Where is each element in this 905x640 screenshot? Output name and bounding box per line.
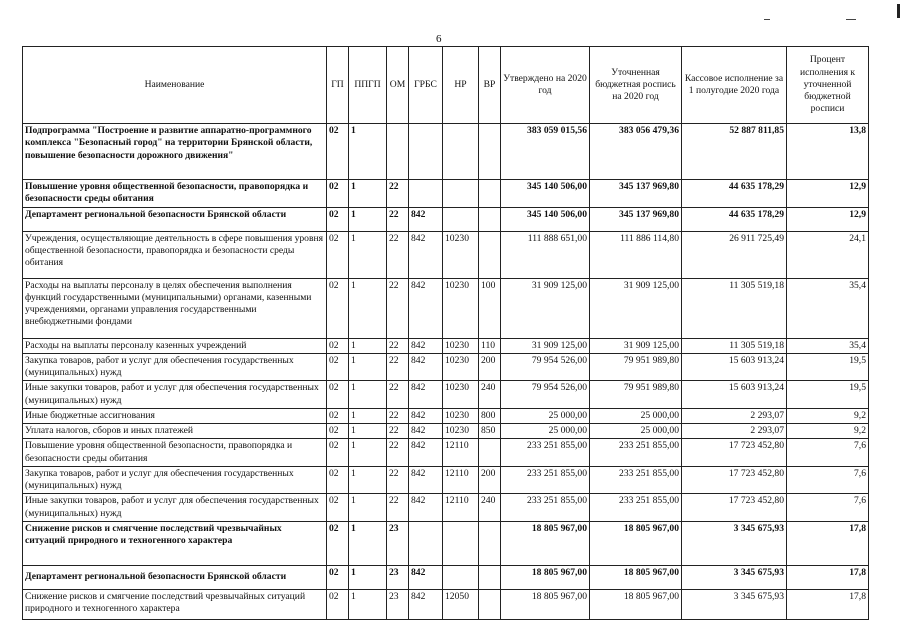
vr-cell <box>479 207 501 231</box>
ppgp-cell: 1 <box>349 231 387 278</box>
grbs-cell: 842 <box>409 278 443 338</box>
name-cell: Снижение рисков и смягчение последствий чрезвычайных ситуаций природного и техногенного характера <box>23 521 327 565</box>
table-row <box>23 565 869 589</box>
table-header-row <box>23 47 869 124</box>
executed-cell: 17 723 452,80 <box>682 466 787 494</box>
gp-cell: 02 <box>327 180 349 208</box>
header-cell: Кассовое исполнение за 1 полугодие 2020 года <box>682 47 787 124</box>
executed-cell: 15 603 913,24 <box>682 381 787 409</box>
ppgp-cell: 1 <box>349 124 387 180</box>
header-cell: ОМ <box>387 47 409 124</box>
om-cell: 22 <box>387 494 409 522</box>
header-cell: ППГП <box>349 47 387 124</box>
approved-cell: 345 140 506,00 <box>501 207 590 231</box>
gp-cell: 02 <box>327 521 349 565</box>
executed-cell: 44 635 178,29 <box>682 180 787 208</box>
header-cell: НР <box>443 47 479 124</box>
grbs-cell <box>409 180 443 208</box>
refined-cell: 383 056 479,36 <box>590 124 682 180</box>
executed-cell: 11 305 519,18 <box>682 338 787 353</box>
percent-cell: 24,1 <box>787 231 869 278</box>
percent-cell: 35,4 <box>787 278 869 338</box>
grbs-cell: 842 <box>409 494 443 522</box>
gp-cell: 02 <box>327 424 349 439</box>
executed-cell: 3 345 675,93 <box>682 565 787 589</box>
approved-cell: 79 954 526,00 <box>501 353 590 381</box>
nr-cell: 12110 <box>443 494 479 522</box>
refined-cell: 31 909 125,00 <box>590 278 682 338</box>
refined-cell: 233 251 855,00 <box>590 439 682 467</box>
gp-cell: 02 <box>327 278 349 338</box>
ppgp-cell: 1 <box>349 494 387 522</box>
grbs-cell: 842 <box>409 466 443 494</box>
percent-cell: 7,6 <box>787 466 869 494</box>
vr-cell <box>479 439 501 467</box>
ppgp-cell: 1 <box>349 589 387 619</box>
percent-cell: 9,2 <box>787 424 869 439</box>
executed-cell: 2 293,07 <box>682 408 787 423</box>
refined-cell: 25 000,00 <box>590 408 682 423</box>
vr-cell: 200 <box>479 353 501 381</box>
gp-cell: 02 <box>327 207 349 231</box>
gp-cell: 02 <box>327 565 349 589</box>
nr-cell <box>443 180 479 208</box>
table-row <box>23 353 869 381</box>
om-cell: 23 <box>387 589 409 619</box>
name-cell: Расходы на выплаты персоналу казенных учреждений <box>23 338 327 353</box>
om-cell: 22 <box>387 207 409 231</box>
table-row <box>23 207 869 231</box>
executed-cell: 26 911 725,49 <box>682 231 787 278</box>
grbs-cell: 842 <box>409 381 443 409</box>
gp-cell: 02 <box>327 353 349 381</box>
name-cell: Иные закупки товаров, работ и услуг для обеспечения государственных (муниципальных) нужд <box>23 381 327 409</box>
gp-cell: 02 <box>327 381 349 409</box>
vr-cell: 240 <box>479 494 501 522</box>
name-cell: Департамент региональной безопасности Брянской области <box>23 565 327 589</box>
ppgp-cell: 1 <box>349 521 387 565</box>
ppgp-cell: 1 <box>349 180 387 208</box>
om-cell: 22 <box>387 439 409 467</box>
vr-cell: 240 <box>479 381 501 409</box>
approved-cell: 25 000,00 <box>501 408 590 423</box>
vr-cell: 200 <box>479 466 501 494</box>
gp-cell: 02 <box>327 439 349 467</box>
table-row <box>23 494 869 522</box>
scan-tick <box>846 19 856 20</box>
percent-cell: 7,6 <box>787 494 869 522</box>
table-row <box>23 521 869 565</box>
ppgp-cell: 1 <box>349 353 387 381</box>
grbs-cell: 842 <box>409 439 443 467</box>
name-cell: Закупка товаров, работ и услуг для обеспечения государственных (муниципальных) нужд <box>23 353 327 381</box>
gp-cell: 02 <box>327 231 349 278</box>
refined-cell: 18 805 967,00 <box>590 521 682 565</box>
ppgp-cell: 1 <box>349 466 387 494</box>
vr-cell <box>479 124 501 180</box>
header-cell: ГП <box>327 47 349 124</box>
table-row <box>23 424 869 439</box>
grbs-cell: 842 <box>409 565 443 589</box>
executed-cell: 11 305 519,18 <box>682 278 787 338</box>
om-cell: 22 <box>387 180 409 208</box>
nr-cell: 12110 <box>443 439 479 467</box>
vr-cell: 100 <box>479 278 501 338</box>
om-cell: 22 <box>387 278 409 338</box>
refined-cell: 18 805 967,00 <box>590 589 682 619</box>
vr-cell: 110 <box>479 338 501 353</box>
ppgp-cell: 1 <box>349 207 387 231</box>
name-cell: Подпрограмма "Построение и развитие аппаратно-программного комплекса "Безопасный город" на территории Брянской области, повышение безопасности дорожного движения" <box>23 124 327 180</box>
header-cell: Наименование <box>23 47 327 124</box>
name-cell: Повышение уровня общественной безопасности, правопорядка и безопасности среды обитания <box>23 180 327 208</box>
percent-cell: 12,9 <box>787 207 869 231</box>
budget-table <box>22 46 869 620</box>
grbs-cell: 842 <box>409 589 443 619</box>
ppgp-cell: 1 <box>349 338 387 353</box>
percent-cell: 19,5 <box>787 381 869 409</box>
vr-cell <box>479 589 501 619</box>
refined-cell: 345 137 969,80 <box>590 207 682 231</box>
executed-cell: 17 723 452,80 <box>682 494 787 522</box>
ppgp-cell: 1 <box>349 278 387 338</box>
refined-cell: 31 909 125,00 <box>590 338 682 353</box>
nr-cell <box>443 565 479 589</box>
executed-cell: 44 635 178,29 <box>682 207 787 231</box>
grbs-cell <box>409 521 443 565</box>
refined-cell: 345 137 969,80 <box>590 180 682 208</box>
scan-mark <box>897 4 900 18</box>
scan-tick <box>764 19 770 20</box>
ppgp-cell: 1 <box>349 381 387 409</box>
percent-cell: 19,5 <box>787 353 869 381</box>
header-cell: ВР <box>479 47 501 124</box>
refined-cell: 18 805 967,00 <box>590 565 682 589</box>
om-cell: 22 <box>387 408 409 423</box>
percent-cell: 17,8 <box>787 521 869 565</box>
approved-cell: 233 251 855,00 <box>501 439 590 467</box>
name-cell: Повышение уровня общественной безопасности, правопорядка и безопасности среды обитания <box>23 439 327 467</box>
grbs-cell <box>409 124 443 180</box>
vr-cell: 850 <box>479 424 501 439</box>
name-cell: Уплата налогов, сборов и иных платежей <box>23 424 327 439</box>
executed-cell: 15 603 913,24 <box>682 353 787 381</box>
table-row <box>23 278 869 338</box>
refined-cell: 79 951 989,80 <box>590 381 682 409</box>
nr-cell: 12110 <box>443 466 479 494</box>
percent-cell: 7,6 <box>787 439 869 467</box>
approved-cell: 18 805 967,00 <box>501 589 590 619</box>
ppgp-cell: 1 <box>349 439 387 467</box>
percent-cell: 17,8 <box>787 565 869 589</box>
approved-cell: 111 888 651,00 <box>501 231 590 278</box>
approved-cell: 233 251 855,00 <box>501 466 590 494</box>
refined-cell: 233 251 855,00 <box>590 466 682 494</box>
table-row <box>23 439 869 467</box>
approved-cell: 233 251 855,00 <box>501 494 590 522</box>
table-row <box>23 408 869 423</box>
name-cell: Иные закупки товаров, работ и услуг для обеспечения государственных (муниципальных) нужд <box>23 494 327 522</box>
ppgp-cell: 1 <box>349 565 387 589</box>
table-row <box>23 589 869 619</box>
refined-cell: 25 000,00 <box>590 424 682 439</box>
ppgp-cell: 1 <box>349 408 387 423</box>
grbs-cell: 842 <box>409 353 443 381</box>
gp-cell: 02 <box>327 589 349 619</box>
nr-cell <box>443 207 479 231</box>
percent-cell: 35,4 <box>787 338 869 353</box>
om-cell: 22 <box>387 353 409 381</box>
header-cell: Уточненная бюджетная роспись на 2020 год <box>590 47 682 124</box>
gp-cell: 02 <box>327 494 349 522</box>
name-cell: Иные бюджетные ассигнования <box>23 408 327 423</box>
table-row <box>23 338 869 353</box>
om-cell: 22 <box>387 338 409 353</box>
om-cell: 22 <box>387 466 409 494</box>
gp-cell: 02 <box>327 338 349 353</box>
approved-cell: 31 909 125,00 <box>501 338 590 353</box>
om-cell: 22 <box>387 424 409 439</box>
name-cell: Расходы на выплаты персоналу в целях обеспечения выполнения функций государственными (муниципальными) органами, казенными учреждениями, органами управления государственными внебюджетными фондами <box>23 278 327 338</box>
header-cell: ГРБС <box>409 47 443 124</box>
ppgp-cell: 1 <box>349 424 387 439</box>
nr-cell: 10230 <box>443 408 479 423</box>
nr-cell: 10230 <box>443 381 479 409</box>
executed-cell: 52 887 811,85 <box>682 124 787 180</box>
om-cell <box>387 124 409 180</box>
table-row <box>23 180 869 208</box>
grbs-cell: 842 <box>409 408 443 423</box>
refined-cell: 79 951 989,80 <box>590 353 682 381</box>
vr-cell: 800 <box>479 408 501 423</box>
executed-cell: 3 345 675,93 <box>682 589 787 619</box>
percent-cell: 13,8 <box>787 124 869 180</box>
om-cell: 23 <box>387 565 409 589</box>
refined-cell: 233 251 855,00 <box>590 494 682 522</box>
approved-cell: 345 140 506,00 <box>501 180 590 208</box>
nr-cell: 10230 <box>443 231 479 278</box>
executed-cell: 2 293,07 <box>682 424 787 439</box>
percent-cell: 12,9 <box>787 180 869 208</box>
om-cell: 22 <box>387 381 409 409</box>
refined-cell: 111 886 114,80 <box>590 231 682 278</box>
grbs-cell: 842 <box>409 207 443 231</box>
name-cell: Закупка товаров, работ и услуг для обеспечения государственных (муниципальных) нужд <box>23 466 327 494</box>
table-row <box>23 231 869 278</box>
percent-cell: 9,2 <box>787 408 869 423</box>
header-cell: Процент исполнения к уточненной бюджетной росписи <box>787 47 869 124</box>
nr-cell: 10230 <box>443 353 479 381</box>
nr-cell <box>443 521 479 565</box>
nr-cell: 10230 <box>443 424 479 439</box>
gp-cell: 02 <box>327 124 349 180</box>
approved-cell: 31 909 125,00 <box>501 278 590 338</box>
nr-cell: 10230 <box>443 338 479 353</box>
vr-cell <box>479 521 501 565</box>
nr-cell <box>443 124 479 180</box>
name-cell: Снижение рисков и смягчение последствий чрезвычайных ситуаций природного и техногенного характера <box>23 589 327 619</box>
name-cell: Учреждения, осуществляющие деятельность в сфере повышения уровня общественной безопасности, правопорядка и безопасности среды обитания <box>23 231 327 278</box>
grbs-cell: 842 <box>409 338 443 353</box>
approved-cell: 18 805 967,00 <box>501 565 590 589</box>
gp-cell: 02 <box>327 408 349 423</box>
approved-cell: 18 805 967,00 <box>501 521 590 565</box>
vr-cell <box>479 180 501 208</box>
executed-cell: 17 723 452,80 <box>682 439 787 467</box>
gp-cell: 02 <box>327 466 349 494</box>
approved-cell: 383 059 015,56 <box>501 124 590 180</box>
grbs-cell: 842 <box>409 424 443 439</box>
table-row <box>23 124 869 180</box>
nr-cell: 12050 <box>443 589 479 619</box>
nr-cell: 10230 <box>443 278 479 338</box>
vr-cell <box>479 231 501 278</box>
percent-cell: 17,8 <box>787 589 869 619</box>
om-cell: 23 <box>387 521 409 565</box>
table-row <box>23 466 869 494</box>
vr-cell <box>479 565 501 589</box>
page-number: 6 <box>436 33 442 45</box>
table-row <box>23 381 869 409</box>
approved-cell: 25 000,00 <box>501 424 590 439</box>
name-cell: Департамент региональной безопасности Брянской области <box>23 207 327 231</box>
om-cell: 22 <box>387 231 409 278</box>
executed-cell: 3 345 675,93 <box>682 521 787 565</box>
approved-cell: 79 954 526,00 <box>501 381 590 409</box>
grbs-cell: 842 <box>409 231 443 278</box>
header-cell: Утверждено на 2020 год <box>501 47 590 124</box>
